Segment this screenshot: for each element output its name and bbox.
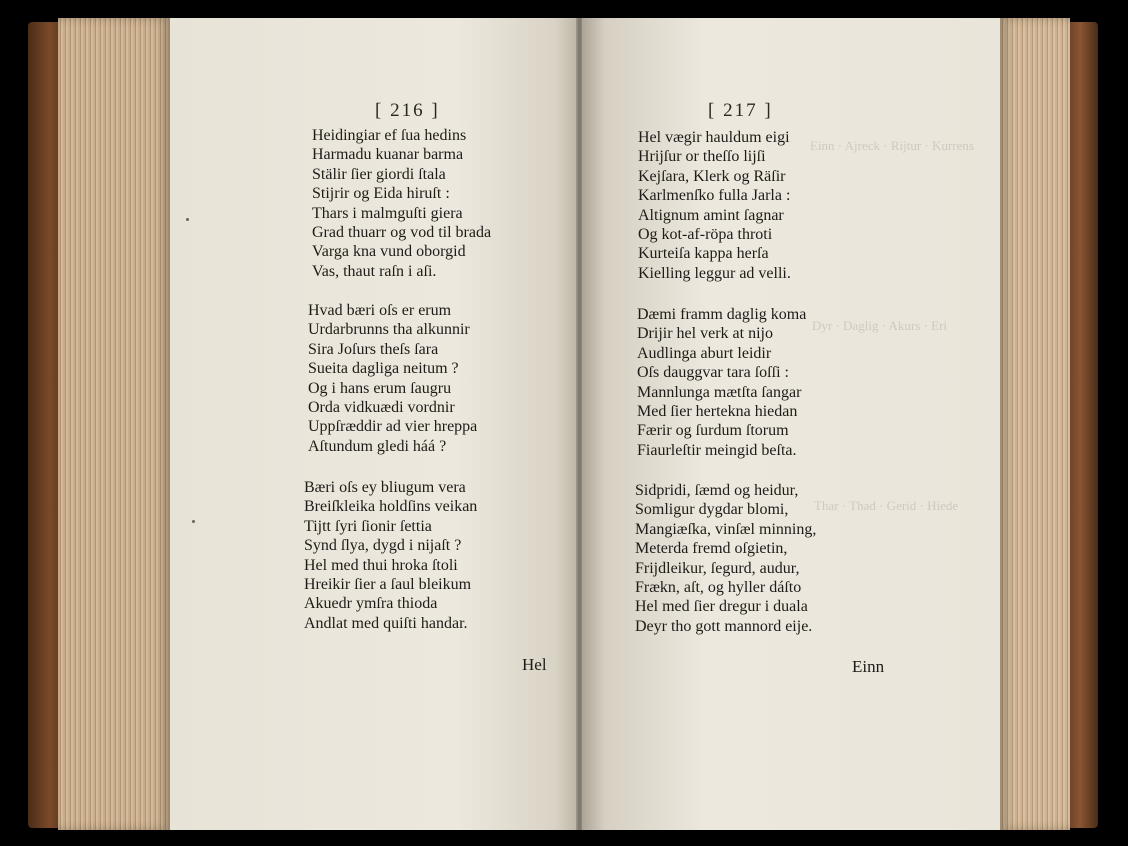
- verse-line: Drijir hel verk at nijo: [637, 325, 773, 343]
- stanza: [635, 481, 816, 636]
- verse-line: Heidingiar ef ſua hedins: [312, 127, 467, 144]
- verse-line: Uppſræddir ad vier hreppa: [308, 418, 478, 436]
- stanza: [637, 305, 806, 460]
- verse-line: Hel med thui hroka ſtoli: [304, 556, 458, 574]
- verse-line: Grad thuarr og vod til brada: [312, 223, 492, 241]
- verse-line: Andlat med quiſti handar.: [304, 614, 468, 632]
- verse-line: Mangiæſka, vinſæl minning,: [635, 520, 817, 538]
- verse-line: Altignum amint ſagnar: [638, 206, 784, 224]
- verse-line: Hel med ſier dregur i duala: [635, 598, 808, 616]
- verse-line: Mannlunga mætſta ſangar: [637, 383, 802, 401]
- show-through-text: Thar · Thad · Gerid · Hiede: [814, 498, 959, 513]
- verse-line: Meterda fremd oſgietin,: [635, 540, 788, 558]
- verse-line: Hreikir ſier a ſaul bleikum: [304, 575, 472, 593]
- stanza: [304, 478, 477, 633]
- catchword: Einn: [852, 657, 885, 676]
- verse-line: Somligur dygdar blomi,: [635, 501, 789, 519]
- verse-line: Karlmenſko fulla Jarla :: [638, 187, 791, 205]
- verse-line: Breiſkleika holdſins veikan: [304, 498, 478, 516]
- verse-line: Sidpridi, ſæmd og heidur,: [635, 482, 799, 499]
- catchword: Hel: [522, 655, 547, 674]
- book-cover-right: [1068, 22, 1098, 828]
- verse-line: Bæri oſs ey bliugum vera: [304, 479, 466, 496]
- verse-line: Deyr tho gott mannord eije.: [635, 617, 813, 635]
- verse-line: Tijtt ſyri ſionir ſettia: [304, 517, 432, 535]
- verse-line: Med ſier hertekna hiedan: [637, 402, 798, 420]
- verse-line: Synd ſlya, dygd i nijaſt ?: [304, 537, 462, 555]
- page-edges-right: [1000, 18, 1070, 830]
- show-through-text: Dyr · Daglig · Akurs · Eri: [812, 318, 948, 333]
- verse-line: Frækn, aſt, og hyller dáſto: [635, 578, 802, 596]
- verse-line: Færir og ſurdum ſtorum: [637, 422, 789, 440]
- verse-line: Sira Joſurs theſs ſara: [308, 340, 439, 358]
- verse-line: Frijdleikur, ſegurd, audur,: [635, 559, 800, 577]
- verse-line: Varga kna vund oborgid: [312, 243, 466, 261]
- verse-line: Aſtundum gledi háá ?: [308, 437, 447, 455]
- left-page: [170, 18, 580, 830]
- right-page: [580, 18, 1000, 830]
- verse-line: Urdarbrunns tha alkunnir: [308, 321, 470, 339]
- verse-line: Fiaurleſtir meingid beſta.: [637, 441, 797, 459]
- verse-line: Akuedr ymſra thioda: [304, 595, 438, 613]
- verse-line: Orda vidkuædi vordnir: [308, 398, 455, 416]
- verse-line: Stijrir og Eida hiruſt :: [312, 185, 450, 203]
- verse-line: Oſs dauggvar tara ſoſſi :: [637, 364, 789, 382]
- verse-line: Kielling leggur ad velli.: [638, 264, 791, 282]
- stanza: [308, 301, 477, 456]
- stanza: [312, 126, 491, 281]
- verse-line: Kejſara, Klerk og Räſir: [638, 167, 786, 185]
- stanza: [638, 128, 791, 283]
- show-through-text: Einn · Ajreck · Rijtur · Kurrens: [810, 138, 974, 153]
- book-gutter: [576, 18, 582, 830]
- verse-line: Kurteiſa kappa herſa: [638, 245, 769, 263]
- page-number: [ 216 ]: [375, 100, 440, 121]
- page-edges-left: [58, 18, 170, 830]
- verse-line: Hvad bæri oſs er erum: [308, 302, 452, 319]
- verse-line: Dæmi framm daglig koma: [637, 306, 807, 323]
- verse-line: Hrijſur or theſſo lijſi: [638, 148, 766, 166]
- paper-speck: [192, 520, 195, 523]
- verse-line: Og kot-af-röpa throti: [638, 225, 773, 243]
- page-number: [ 217 ]: [708, 100, 773, 121]
- verse-line: Stälir ſier giordi ſtala: [312, 165, 446, 183]
- verse-line: Vas, thaut raſn i aſi.: [312, 262, 437, 280]
- verse-line: Thars i malmguſti giera: [312, 204, 463, 222]
- verse-line: Hel vægir hauldum eigi: [638, 129, 790, 146]
- verse-line: Harmadu kuanar barma: [312, 146, 464, 164]
- open-book: [28, 18, 1098, 830]
- verse-line: Sueita dagliga neitum ?: [308, 360, 459, 378]
- verse-line: Audlinga aburt leidir: [637, 344, 772, 362]
- verse-line: Og i hans erum ſaugru: [308, 379, 452, 397]
- paper-speck: [186, 218, 189, 221]
